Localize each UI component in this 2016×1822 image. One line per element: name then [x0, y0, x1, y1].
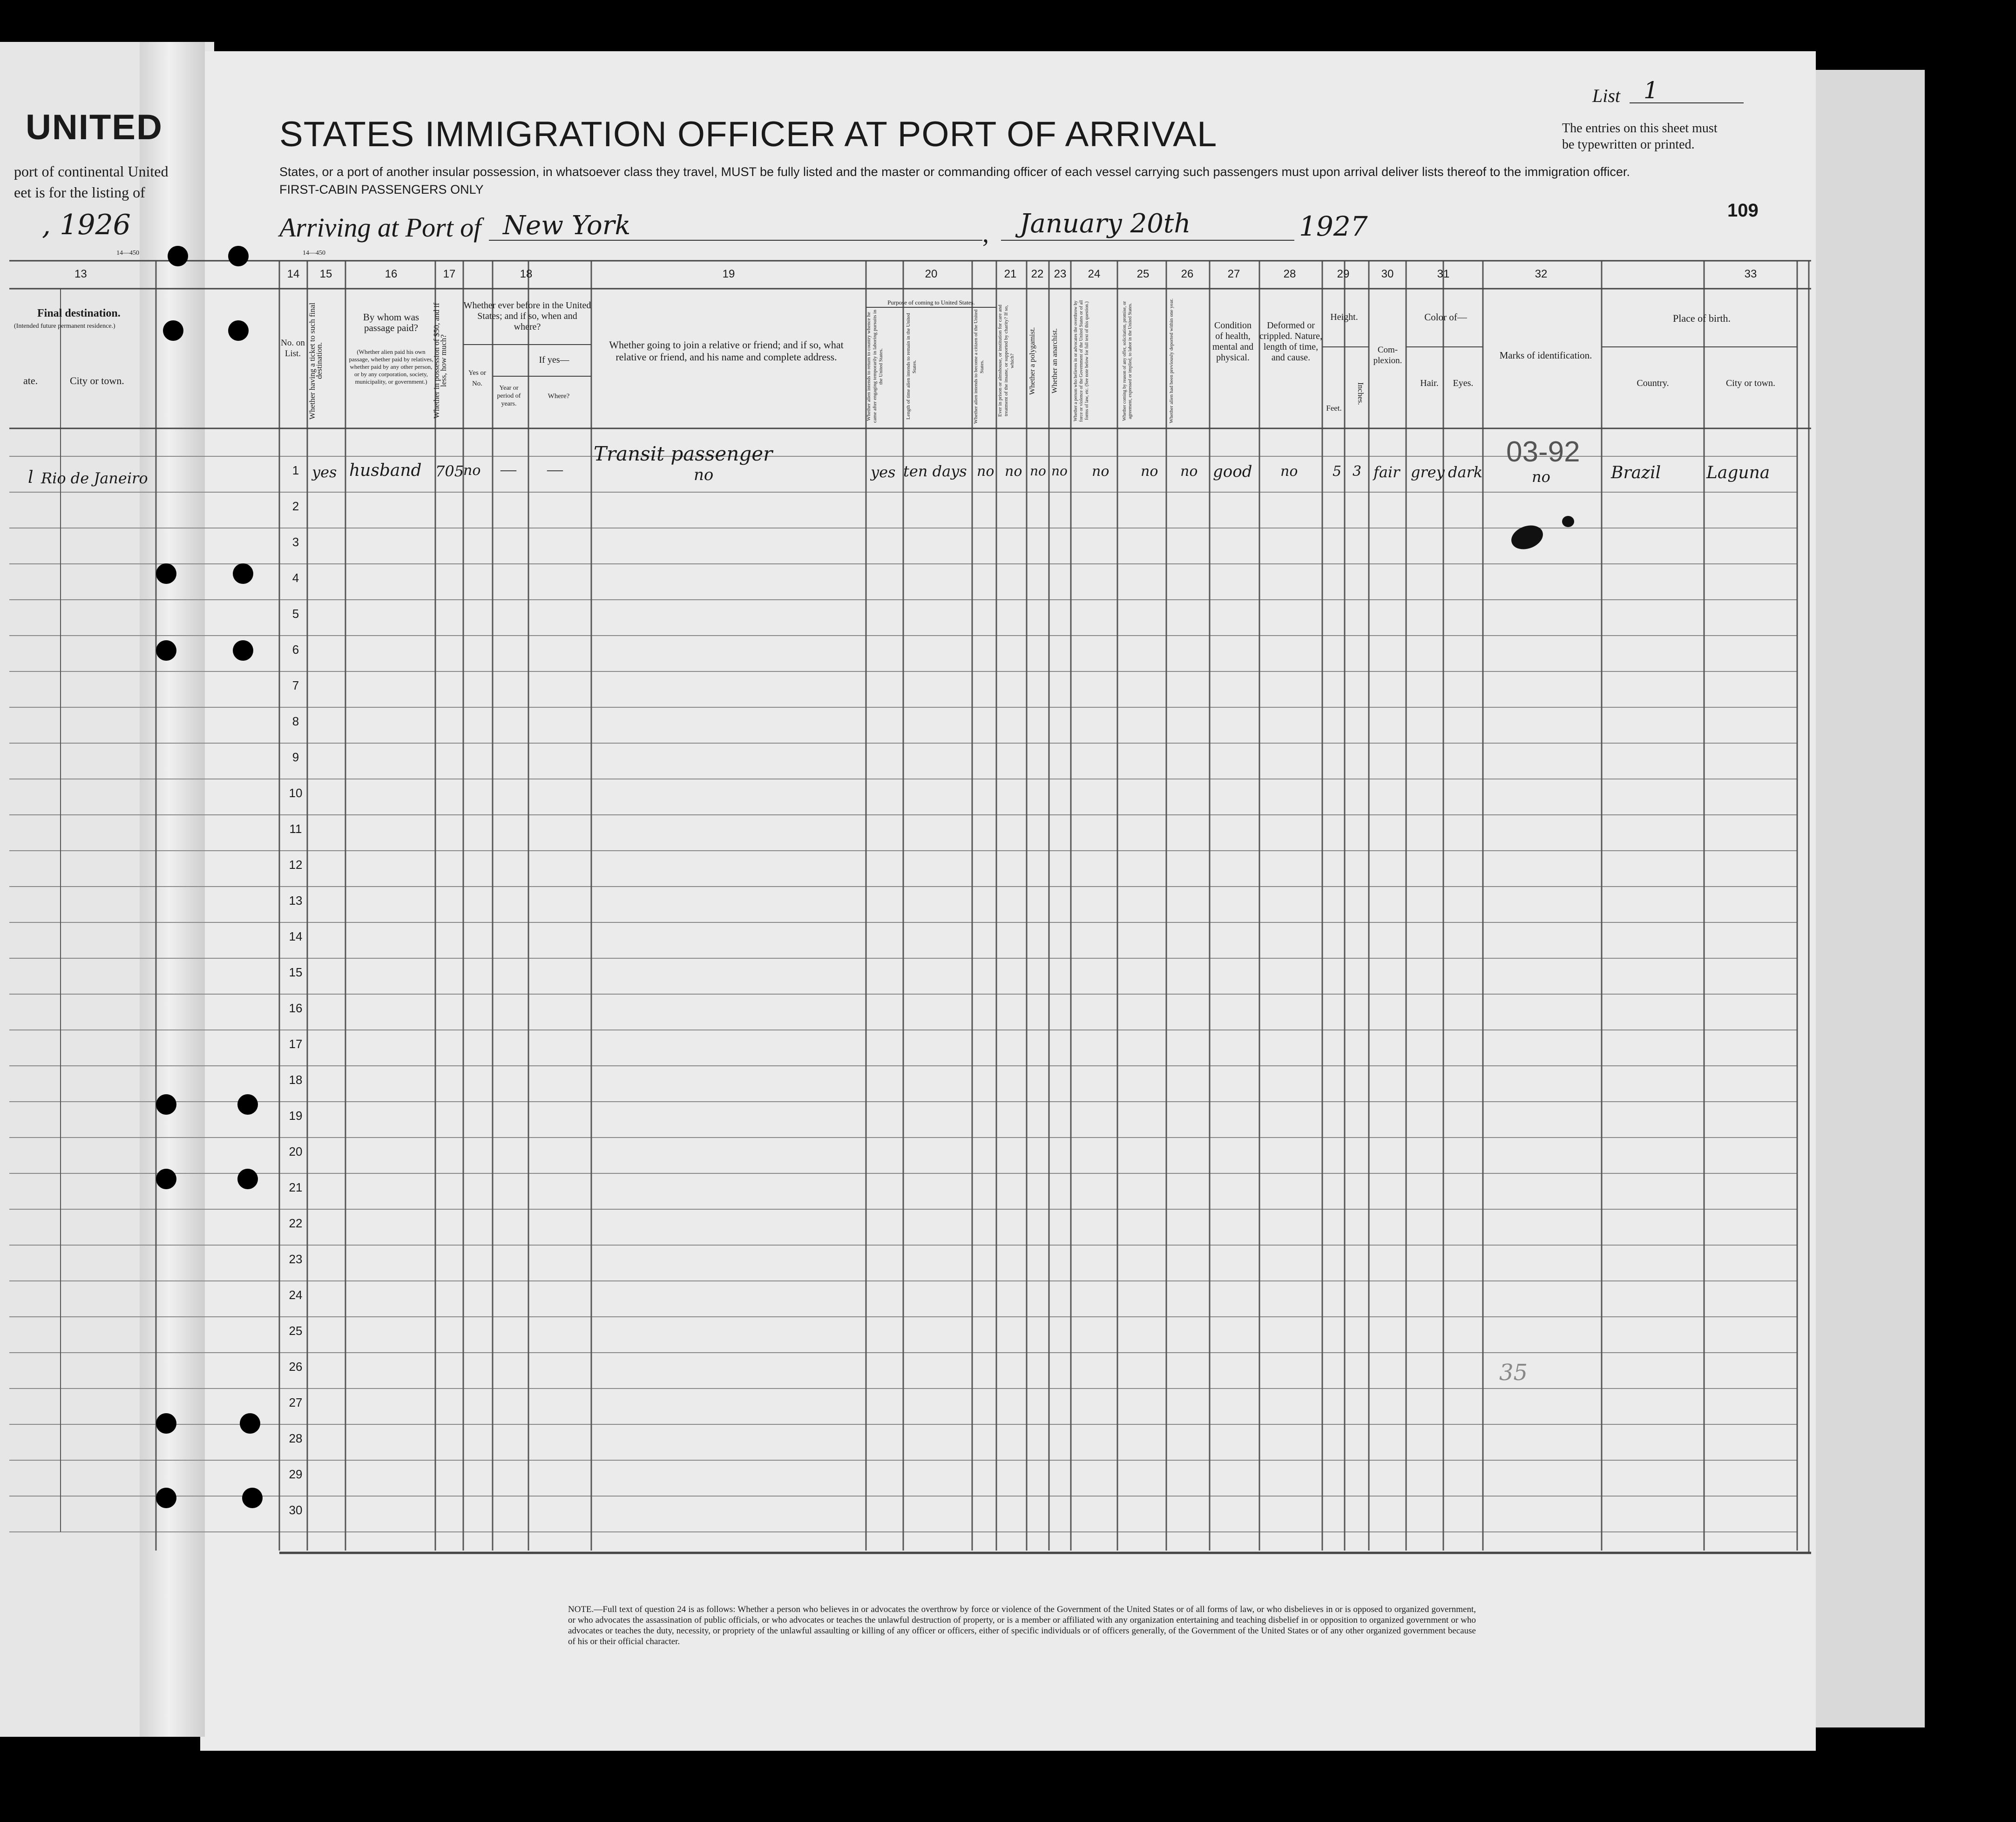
row-number: 15: [289, 965, 303, 979]
column-number: 27: [1227, 268, 1240, 280]
header-prison: Ever in prison or almshouse, or institution for care and treatment of the insane, or supported by charity? If so, which?: [997, 305, 1015, 417]
left-form-number: 14—450: [116, 250, 139, 257]
list-value: 1: [1644, 77, 1658, 104]
header-intends-return: Whether alien intends to return to country whence he came after engaging temporarily in laboring pursuits in the United States.: [866, 310, 884, 423]
arrival-port: New York: [503, 210, 631, 241]
column-number: 14: [287, 268, 300, 280]
list-underline: [1630, 102, 1744, 103]
header-join-relative: Whether going to join a relative or friend; and if so, what relative or friend, and his name and complete address.: [609, 339, 844, 363]
column-number: 33: [1744, 268, 1757, 280]
header-labor-offer: Whether coming by reason of any offer, solicitation, promise, or agreement, expressed or implied, to labor in the United States.: [1122, 301, 1133, 421]
left-row1-city: Rio de Janeiro: [41, 469, 148, 487]
row-number: 28: [289, 1431, 303, 1445]
row-number: 21: [289, 1180, 303, 1194]
row1-paid-by: husband: [349, 461, 422, 480]
row1-before-year: —: [501, 461, 516, 478]
date-underline: [1001, 240, 1294, 241]
row1-join-line2: no: [694, 466, 714, 484]
footnote: NOTE.—Full text of question 24 is as follows: Whether a person who believes in or advocates the overthrow by force or violence of the Government of the United States or of all forms of law, or who disbelieves in or is opposed to organized government, or who advocates the assassination of public officials, or who advocates or teaches the unlawful destruction of property, or is a member or affiliated with any organization entertaining and teaching disbelief in or opposition to organized government or who advocates or teaches the duty, necessity, or propriety of the unlawful assaulting or killing of any officer or officers, either of specific individuals or of officers generally, of the Government of the United States or of any other organized government because of his or their official character.: [568, 1605, 1476, 1646]
punch-hole: [240, 1413, 260, 1434]
header-place-of-birth: Place of birth.: [1672, 312, 1731, 324]
header-ticket: Whether having a ticket to such final destination.: [308, 302, 324, 420]
row-number: 14: [289, 929, 303, 943]
header-country: Country.: [1637, 378, 1669, 388]
row-number: 11: [289, 822, 302, 836]
row-number: 4: [292, 571, 299, 585]
row-number: 12: [289, 858, 303, 872]
left-line-1: port of continental United: [14, 163, 169, 180]
row1-join-line1: Transit passenger: [594, 442, 773, 465]
comma: ,: [982, 219, 989, 248]
arrival-date: January 20th: [1020, 209, 1191, 239]
header-complexion: Com- plexion.: [1373, 345, 1402, 366]
row1-country: Brazil: [1611, 463, 1661, 482]
punch-hole: [237, 1169, 258, 1189]
row1-marks-annotation: 03-92: [1506, 436, 1580, 468]
port-underline: [489, 240, 982, 241]
row1-return: yes: [871, 463, 896, 481]
row1-anarchist: no: [1051, 463, 1068, 479]
header-intends-citizen: Whether alien intends to become a citizen of the United States.: [973, 309, 985, 424]
row1-inches: 3: [1353, 463, 1362, 480]
row1-polygamist: no: [1030, 463, 1046, 479]
row-number: 10: [289, 786, 303, 800]
row1-health: good: [1213, 462, 1252, 481]
header-inches: Inches.: [1356, 382, 1365, 405]
column-number: 21: [1004, 268, 1017, 280]
column-number: 29: [1337, 268, 1350, 280]
typewritten-note-1: The entries on this sheet must: [1562, 121, 1718, 135]
punch-hole: [156, 1094, 176, 1115]
punch-hole: [163, 320, 183, 341]
left-col13-number: 13: [74, 268, 87, 280]
punch-hole: [228, 246, 249, 266]
punch-hole: [156, 640, 176, 661]
row-number: 13: [289, 894, 303, 908]
header-where: Where?: [548, 393, 570, 400]
row1-ticket: yes: [312, 463, 337, 481]
header-deformed: Deformed or crippled. Nature, length of time, and cause.: [1259, 320, 1322, 363]
list-label: List: [1592, 85, 1621, 106]
column-number: 23: [1054, 268, 1067, 280]
column-number: 16: [385, 268, 398, 280]
row1-labor-offer: no: [1141, 463, 1158, 480]
left-line-2: eet is for the listing of: [14, 184, 145, 201]
column-number: 18: [520, 268, 533, 280]
header-anarchist: Whether an anarchist.: [1051, 328, 1059, 393]
form-number: 14—450: [303, 250, 325, 257]
column-number: 20: [925, 268, 938, 280]
header-money: Whether in possession of $50, and if less, how much?: [432, 303, 448, 419]
row1-deformed: no: [1280, 463, 1298, 480]
header-hair: Hair.: [1420, 378, 1439, 388]
row-number: 24: [289, 1288, 303, 1302]
column-number: 26: [1181, 268, 1194, 280]
punch-hole: [242, 1488, 263, 1508]
header-color: Color of—: [1424, 312, 1467, 323]
row-number: 5: [292, 607, 299, 621]
row1-eyes: dark: [1448, 463, 1483, 481]
header-before-us: Whether ever before in the United States; and if so, when and where?: [463, 300, 591, 332]
header-health: Condition of health, mental and physical.: [1212, 320, 1254, 363]
column-number: 25: [1137, 268, 1150, 280]
punch-hole: [237, 1094, 258, 1115]
cabin-class: FIRST-CABIN PASSENGERS ONLY: [279, 183, 484, 196]
row-number: 17: [289, 1037, 303, 1051]
row1-complexion: fair: [1373, 463, 1400, 481]
header-feet: Feet.: [1326, 404, 1342, 413]
instructions: States, or a port of another insular possession, in whatsoever class they travel, MUST be fully listed and the master or commanding officer of each vessel carrying such passengers must upon arrival deliver lists thereof to the immigration officer.: [279, 165, 1630, 179]
column-number: 24: [1088, 268, 1101, 280]
header-height: Height.: [1330, 312, 1358, 322]
row-number: 30: [289, 1503, 303, 1517]
row1-marks: no: [1532, 468, 1550, 486]
punch-hole: [233, 563, 253, 584]
arrival-year: 1927: [1299, 210, 1368, 242]
row-number: 3: [292, 535, 299, 549]
header-deported: Whether alien had been previously deported within one year.: [1169, 298, 1174, 423]
header-purpose: Purpose of coming to United States.: [887, 299, 975, 306]
margin-mark: 35: [1499, 1360, 1528, 1386]
row-number: 25: [289, 1324, 303, 1338]
left-year: , 1926: [42, 209, 131, 241]
row-number: 1: [292, 463, 299, 477]
row1-citizen: no: [977, 463, 994, 480]
row-number: 29: [289, 1467, 303, 1481]
row-number: 27: [289, 1395, 303, 1409]
row1-feet: 5: [1333, 463, 1342, 480]
row1-length: ten days: [903, 462, 967, 480]
row-number: 20: [289, 1145, 303, 1158]
column-number: 22: [1031, 268, 1044, 280]
page-title: STATES IMMIGRATION OFFICER AT PORT OF ARRIVAL: [279, 115, 1218, 154]
row1-before-where: —: [547, 461, 563, 478]
header-overthrow: Whether a person who believes in or advocates the overthrow by force or violence of the Government of the United States or of all forms of law, etc. (See note below for full text of this question.): [1073, 300, 1089, 422]
column-number: 19: [722, 268, 735, 280]
row-number: 9: [292, 750, 299, 764]
header-length-of-stay: Length of time alien intends to remain in the United States.: [906, 313, 917, 420]
page-number: 109: [1727, 200, 1759, 221]
column-number: 17: [443, 268, 456, 280]
row1-money: 705: [435, 462, 464, 480]
punch-hole: [156, 1488, 176, 1508]
ink-blot: [1562, 516, 1574, 527]
header-city: City or town.: [1725, 378, 1776, 388]
typewritten-note-2: be typewritten or printed.: [1562, 137, 1695, 152]
row-number: 26: [289, 1360, 303, 1374]
left-title-fragment: UNITED: [26, 108, 163, 147]
row-number: 23: [289, 1252, 303, 1266]
row1-deported: no: [1180, 463, 1198, 480]
row1-overthrow: no: [1092, 463, 1109, 480]
row-number: 16: [289, 1001, 303, 1015]
row-number: 18: [289, 1073, 303, 1087]
punch-hole: [228, 320, 249, 341]
row-number: 22: [289, 1216, 303, 1230]
row-number: 8: [292, 714, 299, 728]
column-number: 15: [319, 268, 332, 280]
left-col13-label: Final destination.: [37, 307, 121, 319]
punch-hole: [156, 1169, 176, 1189]
left-state-label: ate.: [23, 375, 38, 386]
header-if-yes: If yes—: [539, 355, 569, 365]
header-no-on-list: No. on List.: [281, 338, 305, 359]
header-marks: Marks of identification.: [1499, 350, 1592, 361]
row1-hair: grey: [1411, 463, 1445, 481]
arriving-label: Arriving at Port of: [279, 212, 481, 243]
column-number: 30: [1381, 268, 1394, 280]
row-number: 7: [292, 678, 299, 692]
row1-before-yesno: no: [463, 462, 481, 479]
header-polygamist: Whether a polygamist.: [1028, 327, 1036, 395]
punch-hole: [156, 563, 176, 584]
left-col13-sub: (Intended future permanent residence.): [14, 323, 115, 330]
header-paid-by-sub: (Whether alien paid his own passage, whether paid by relatives, whether paid by any other person, or by any corporation, society, municipality, or government.): [349, 348, 433, 385]
column-number: 32: [1535, 268, 1548, 280]
row-number: 2: [292, 499, 299, 513]
row-number: 19: [289, 1109, 303, 1123]
row-number: 6: [292, 643, 299, 657]
punch-hole: [233, 640, 253, 661]
row1-prison: no: [1005, 463, 1022, 480]
punch-hole: [168, 246, 188, 266]
header-yes-no: Yes or No.: [468, 369, 487, 387]
row1-city: Laguna: [1706, 463, 1770, 482]
column-number: 31: [1437, 268, 1450, 280]
header-paid-by: By whom was passage paid?: [363, 312, 419, 333]
punch-hole: [156, 1413, 176, 1434]
header-year: Year or period of years.: [497, 385, 521, 407]
column-number: 28: [1283, 268, 1296, 280]
left-row1-state: l: [28, 468, 34, 487]
left-city-label: City or town.: [70, 375, 124, 386]
header-eyes: Eyes.: [1453, 378, 1474, 388]
